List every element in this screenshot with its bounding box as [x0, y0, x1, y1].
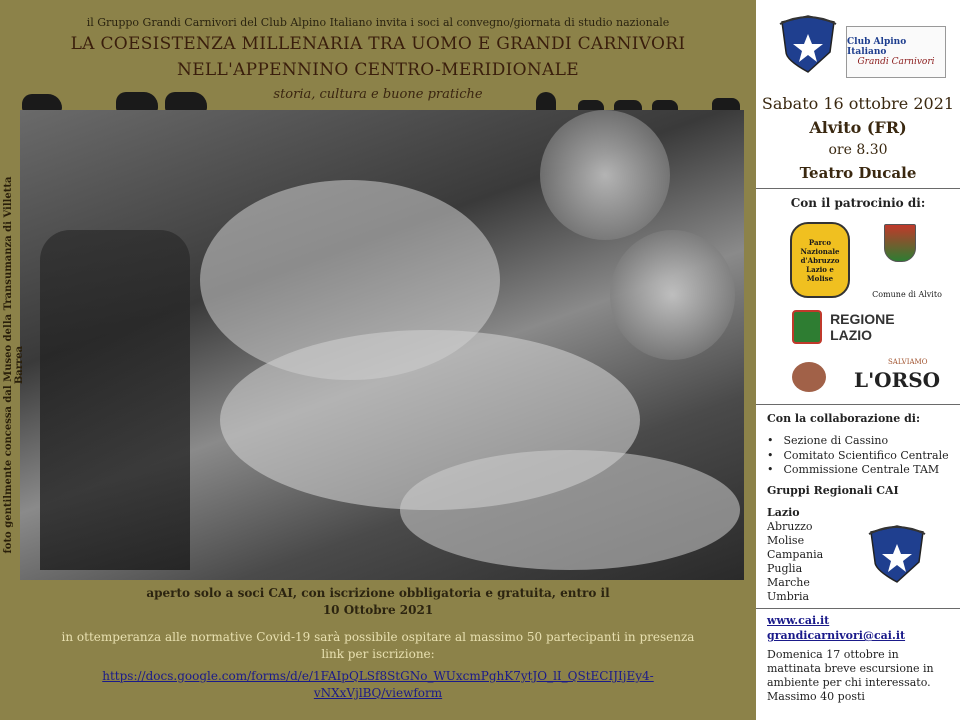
- region-item: Abruzzo: [767, 520, 813, 533]
- region-item: Puglia: [767, 562, 803, 575]
- gc-label: Grandi Carnivori: [857, 57, 935, 67]
- event-title-line1: LA COESISTENZA MILLENARIA TRA UOMO E GRANDI CARNIVORI: [70, 34, 686, 54]
- cai-website-link[interactable]: www.cai.it: [767, 614, 830, 627]
- email-link[interactable]: grandicarnivori@cai.it: [767, 629, 906, 642]
- transhumance-photo: [20, 110, 744, 580]
- invite-text: il Gruppo Grandi Carnivori del Club Alpino Italiano invita i soci al convegno/giornata di studio nazionale: [86, 16, 670, 29]
- bear-silhouette-icon: [165, 92, 207, 112]
- region-item: Molise: [767, 534, 805, 547]
- orso-main-label: L'ORSO: [854, 368, 941, 392]
- comune-label: Comune di Alvito: [872, 290, 942, 299]
- orso-top-label: SALVIAMO: [888, 358, 928, 366]
- salviamo-orso-logo: [792, 358, 941, 398]
- covid-note: in ottemperanza alle normative Covid-19 sarà possibile ospitare al massimo 50 partecipanti in presenza: [61, 630, 695, 644]
- regione-label: REGIONE LAZIO: [830, 311, 895, 343]
- collab-item: • Commissione Centrale TAM: [767, 463, 939, 476]
- grandi-carnivori-logo: [846, 26, 946, 78]
- collab-heading: Con la collaborazione di:: [767, 412, 921, 425]
- event-place: Alvito (FR): [809, 118, 907, 137]
- excursion-note: Domenica 17 ottobre in mattinata breve escursione in ambiente per chi interessato. Massimo 40 posti: [767, 648, 934, 703]
- registration-link-cont[interactable]: vNXxVjlBQ/viewform: [313, 686, 443, 700]
- photo-credit: foto gentilmente concessa dal Museo della Transumanza di Villetta Barrea: [3, 176, 25, 554]
- cai-shield-icon: [778, 12, 838, 74]
- registration-deadline: 10 Ottobre 2021: [322, 603, 434, 617]
- region-item: Marche: [767, 576, 810, 589]
- comune-crest-icon: [884, 224, 916, 262]
- regione-emblem-icon: [792, 310, 822, 344]
- people-group: [40, 230, 190, 570]
- event-subtitle: storia, cultura e buone pratiche: [273, 87, 483, 102]
- bear-portrait-image: [540, 110, 670, 240]
- collab-item: • Sezione di Cassino: [767, 434, 888, 447]
- event-date: Sabato 16 ottobre 2021: [761, 94, 955, 113]
- groups-heading: Gruppi Regionali CAI: [767, 484, 899, 497]
- park-label: Parco Nazionale d'Abruzzo Lazio e Molise: [800, 237, 840, 283]
- regione-lazio-logo: [792, 310, 926, 344]
- collab-item: • Comitato Scientifico Centrale: [767, 449, 949, 462]
- registration-link[interactable]: https://docs.google.com/forms/d/e/1FAIpQLSf8StGNo_WUxcmPghK7ytJO_lI_QStECIJIjEy4-: [102, 669, 654, 683]
- event-time: ore 8.30: [828, 142, 888, 158]
- divider: [756, 404, 960, 405]
- park-logo: [790, 222, 850, 298]
- wolf-portrait-image: [610, 230, 735, 360]
- wolf-silhouette-icon: [536, 92, 556, 112]
- poster-side-panel: [756, 0, 960, 720]
- event-venue: Teatro Ducale: [799, 164, 917, 182]
- bear-head-icon: [792, 362, 826, 392]
- bear-silhouette-icon: [116, 92, 158, 112]
- patronage-heading: Con il patrocinio di:: [790, 196, 926, 210]
- region-item: Umbria: [767, 590, 810, 603]
- registration-note: aperto solo a soci CAI, con iscrizione obbligatoria e gratuita, entro il: [146, 586, 610, 600]
- cai-label: Club Alpino Italiano: [847, 37, 907, 57]
- registration-link-label: link per iscrizione:: [321, 647, 435, 661]
- divider: [756, 608, 960, 609]
- event-title-line2: NELL'APPENNINO CENTRO-MERIDIONALE: [177, 60, 579, 80]
- region-item: Lazio: [767, 506, 800, 519]
- divider: [756, 188, 960, 189]
- cai-shield-icon: [866, 522, 928, 584]
- region-item: Campania: [767, 548, 824, 561]
